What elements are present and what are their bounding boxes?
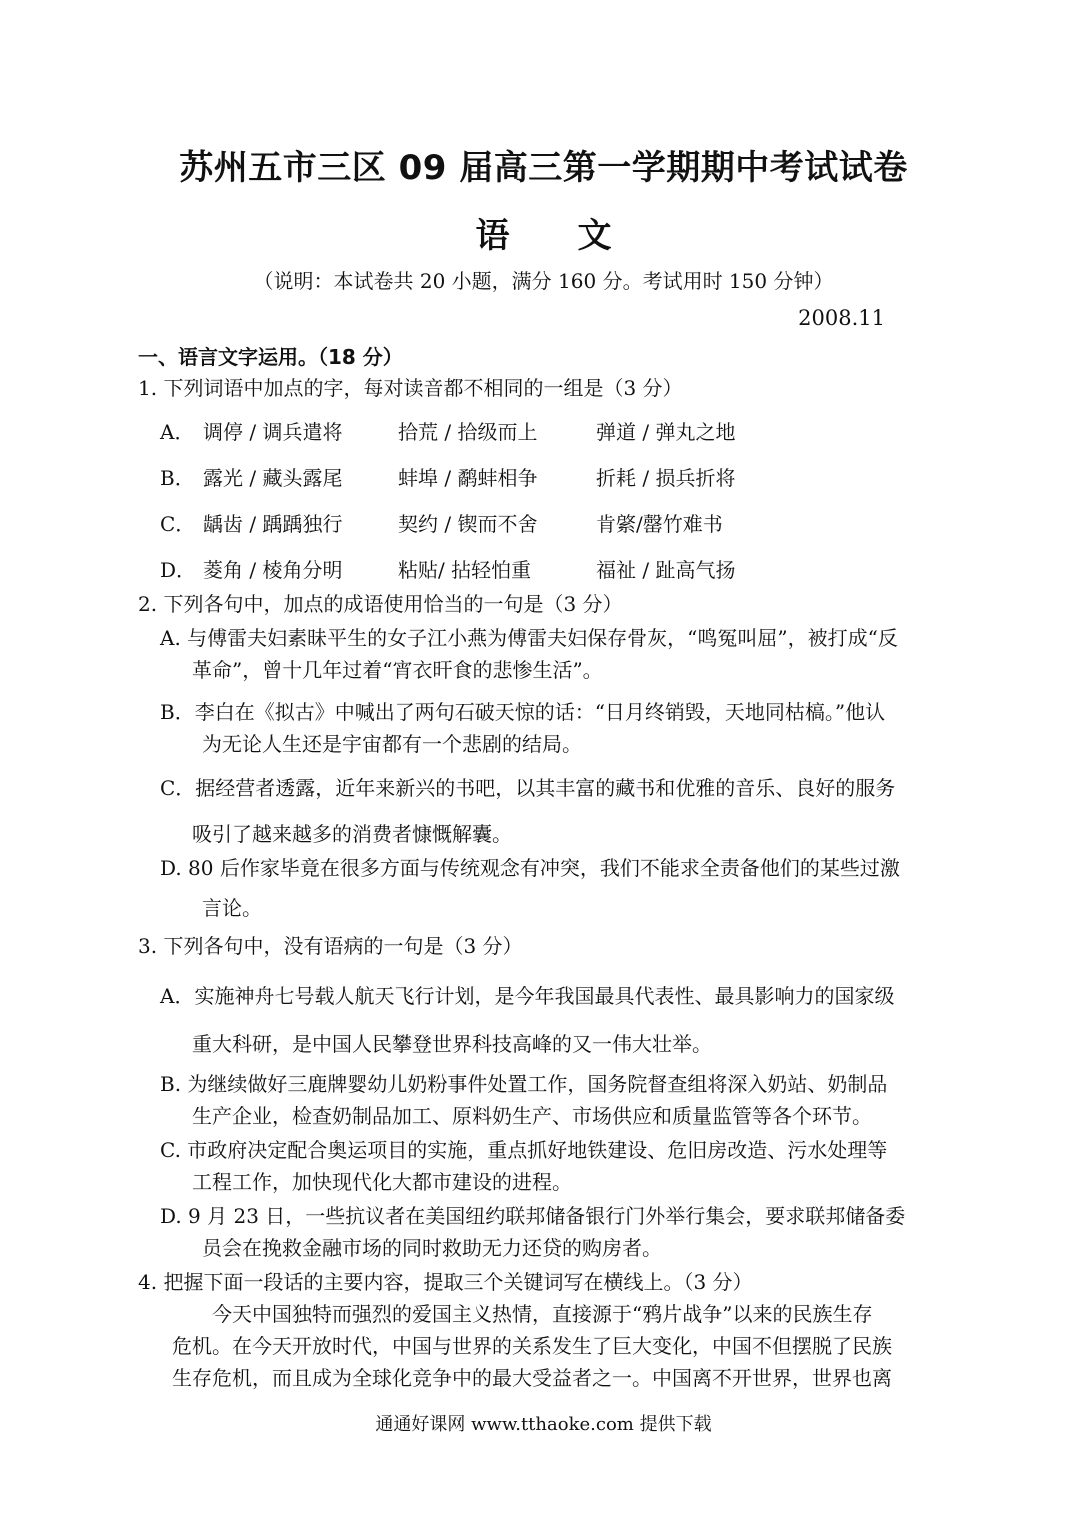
q2-option-d-line2: 言论。: [202, 896, 262, 920]
q3-option-d-line1: D. 9 月 23 日，一些抗议者在美国纽约联邦储备银行门外举行集会，要求联邦储备委: [160, 1204, 906, 1228]
q4-passage-line2: 危机。在今天开放时代，中国与世界的关系发生了巨大变化，中国不但摆脱了民族: [172, 1334, 892, 1358]
q2-option-c-line2: 吸引了越来越多的消费者慷慨解囊。: [192, 822, 512, 846]
word-pair: 弹道 / 弹丸之地: [596, 420, 736, 444]
exam-note: （说明：本试卷共 20 小题，满分 160 分。考试用时 150 分钟）: [253, 269, 834, 293]
exam-date: 2008.11: [798, 306, 885, 330]
word-pair: 福祉 / 趾高气扬: [596, 558, 736, 582]
q2-stem: 2. 下列各句中，加点的成语使用恰当的一句是（3 分）: [138, 592, 623, 616]
q3-option-a-line2: 重大科研，是中国人民攀登世界科技高峰的又一伟大壮举。: [192, 1032, 712, 1056]
word-pair: 露光 / 藏头露尾: [203, 466, 343, 490]
q2-option-b-line2: 为无论人生还是宇宙都有一个悲剧的结局。: [202, 732, 582, 756]
q2-option-a-line1: A. 与傅雷夫妇素昧平生的女子江小燕为傅雷夫妇保存骨灰，“鸣冤叫屈”，被打成“反: [160, 626, 898, 650]
q4-stem: 4. 把握下面一段话的主要内容，提取三个关键词写在横线上。（3 分）: [138, 1270, 753, 1294]
word-pair: 契约 / 锲而不舍: [398, 512, 538, 536]
word-pair: 粘贴/ 拈轻怕重: [398, 558, 532, 582]
q2-option-d-line1: D. 80 后作家毕竟在很多方面与传统观念有冲突，我们不能求全责备他们的某些过激: [160, 856, 900, 880]
option-label: A．: [160, 420, 195, 444]
q2-option-a-line2: 革命”，曾十几年过着“宵衣旰食的悲惨生活”。: [192, 658, 603, 682]
subject-heading: 语 文: [475, 216, 612, 256]
q3-option-a-line1: A．实施神舟七号载人航天飞行计划，是今年我国最具代表性、最具影响力的国家级: [160, 984, 895, 1008]
section-heading: 一、语言文字运用。（18 分）: [138, 345, 403, 369]
q2-option-c-line1: C．据经营者透露，近年来新兴的书吧，以其丰富的藏书和优雅的音乐、良好的服务: [160, 776, 896, 800]
q4-passage-line1: 今天中国独特而强烈的爱国主义热情，直接源于“鸦片战争”以来的民族生存: [212, 1302, 873, 1326]
word-pair: 拾荒 / 拾级而上: [398, 420, 538, 444]
q3-option-d-line2: 员会在挽救金融市场的同时救助无力还贷的购房者。: [202, 1236, 662, 1260]
word-pair: 折耗 / 损兵折将: [596, 466, 736, 490]
option-label: B．: [160, 466, 195, 490]
exam-title: 苏州五市三区 09 届高三第一学期期中考试试卷: [179, 148, 908, 188]
q1-stem: 1. 下列词语中加点的字，每对读音都不相同的一组是（3 分）: [138, 376, 683, 400]
word-pair: 龋齿 / 踽踽独行: [203, 512, 343, 536]
word-pair: 菱角 / 棱角分明: [203, 558, 343, 582]
page-footer: 通通好课网 www.tthaoke.com 提供下载: [375, 1414, 712, 1435]
q3-option-b-line2: 生产企业，检查奶制品加工、原料奶生产、市场供应和质量监管等各个环节。: [192, 1104, 872, 1128]
q2-option-b-line1: B．李白在《拟古》中喊出了两句石破天惊的话：“日月终销毁，天地同枯槁。”他认: [160, 700, 886, 724]
q3-stem: 3. 下列各句中，没有语病的一句是（3 分）: [138, 934, 523, 958]
q3-option-c-line1: C. 市政府决定配合奥运项目的实施，重点抓好地铁建设、危旧房改造、污水处理等: [160, 1138, 888, 1162]
q3-option-c-line2: 工程工作，加快现代化大都市建设的进程。: [192, 1170, 572, 1194]
q3-option-b-line1: B. 为继续做好三鹿牌婴幼儿奶粉事件处置工作，国务院督查组将深入奶站、奶制品: [160, 1072, 888, 1096]
word-pair: 调停 / 调兵遣将: [203, 420, 343, 444]
word-pair: 蚌埠 / 鹬蚌相争: [398, 466, 538, 490]
option-label: D．: [160, 558, 197, 582]
word-pair: 肯綮/罄竹难书: [596, 512, 723, 536]
option-label: C．: [160, 512, 196, 536]
q4-passage-line3: 生存危机，而且成为全球化竞争中的最大受益者之一。中国离不开世界，世界也离: [172, 1366, 892, 1390]
